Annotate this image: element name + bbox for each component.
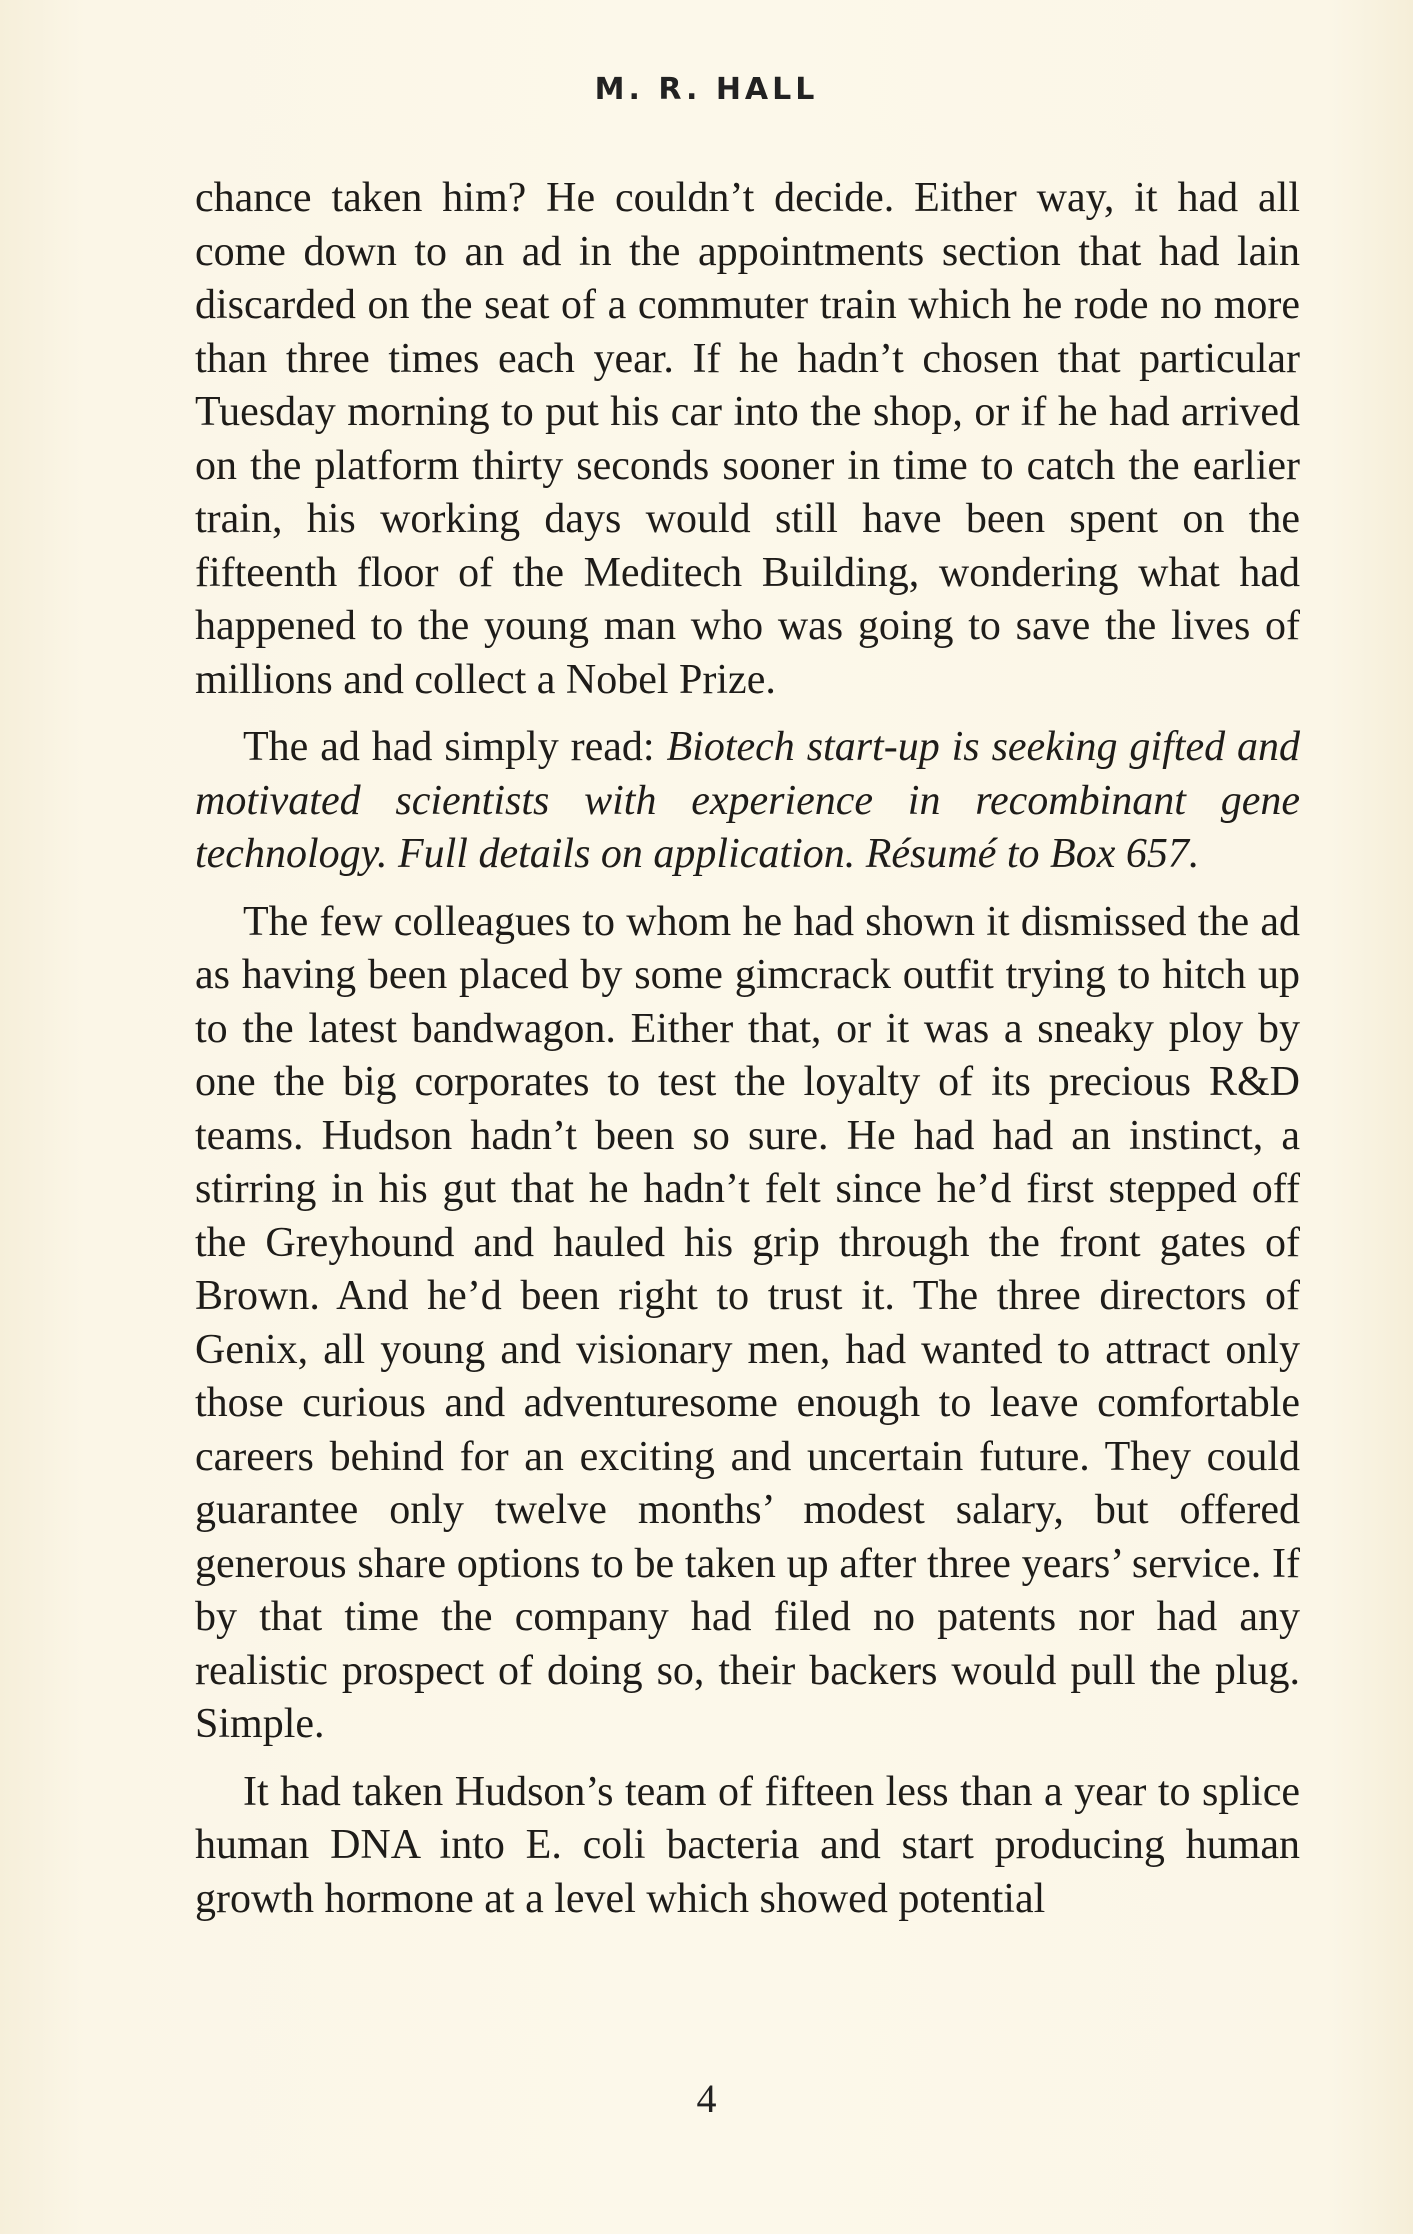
paragraph-2-lead: The ad had simply read:	[243, 724, 667, 770]
body-text	[195, 172, 1300, 1926]
paragraph-2	[195, 721, 1300, 882]
page-number: 4	[696, 2076, 717, 2121]
paragraph-3: The few colleagues to whom he had shown it dismissed the ad as having been placed by some gimcrack outfit trying to hitch up to the latest bandwagon. Either that, or it was a sneaky ploy by one the big corporates to test the loyalty of its precious R&D teams. Hudson hadn’t been so sure. He had had an instinct, a stirring in his gut that he hadn’t felt since he’d first stepped off the Greyhound and hauled his grip through the front gates of Brown. And he’d been right to trust it. The three directors of Genix, all young and visionary men, had wanted to attract only those curious and adventuresome enough to leave comfortable careers behind for an exciting and uncertain future. They could guarantee only twelve months’ modest salary, but offered generous share options to be taken up after three years’ service. If by that time the company had filed no patents nor had any realistic prospect of doing so, their backers would pull the plug. Simple.	[195, 898, 1300, 1747]
ad-quote: Biotech start-up is seeking gifted and motivated scientists with experience in recombinant gene technology. Full details on application. Résumé to Box 657.	[195, 724, 1301, 877]
running-head: M. R. HALL	[594, 72, 819, 107]
paragraph-4: It had taken Hudson’s team of fifteen less than a year to splice human DNA into E. coli bacteria and start producing human growth hormone at a level which showed potential	[195, 1768, 1300, 1922]
paragraph-1: chance taken him? He couldn’t decide. Either way, it had all come down to an ad in the appointments section that had lain discarded on the seat of a commuter train which he rode no more than three times each year. If he hadn’t chosen that particular Tuesday morning to put his car into the shop, or if he had arrived on the platform thirty seconds sooner in time to catch the earlier train, his working days would still have been spent on the fifteenth floor of the Meditech Building, wondering what had happened to the young man who was going to save the lives of millions and collect a Nobel Prize.	[195, 175, 1300, 703]
